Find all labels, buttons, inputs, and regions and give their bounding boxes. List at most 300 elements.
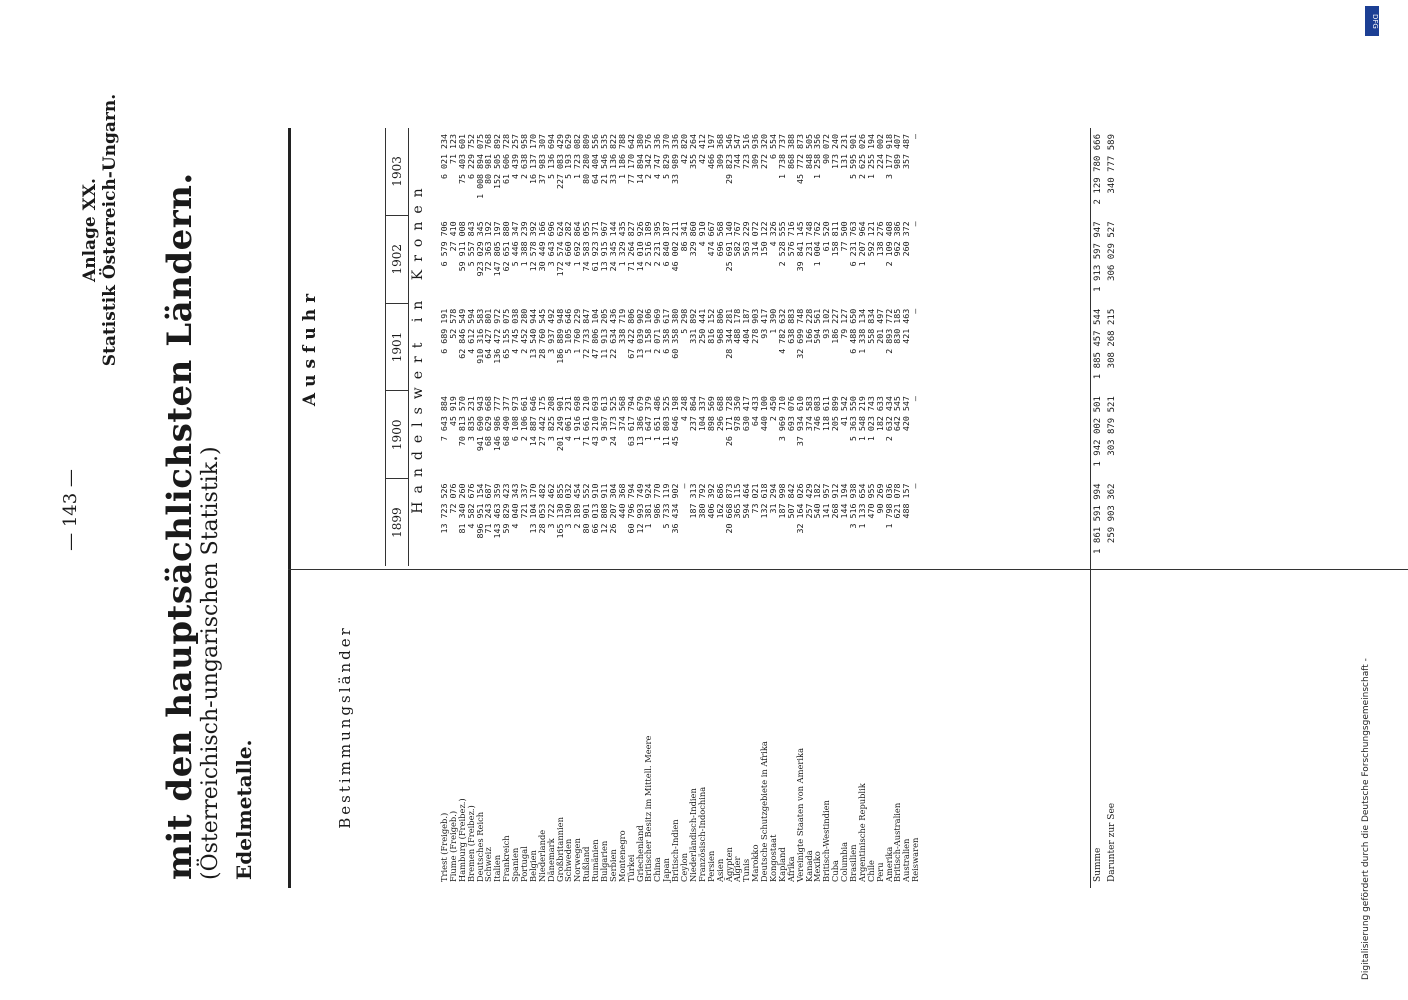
- value-cell: 182 633: [874, 396, 885, 432]
- value-cell: 272 320: [759, 133, 770, 169]
- value-cell: 638 883: [785, 308, 796, 344]
- value-cell: 3 835 231: [465, 396, 476, 442]
- dfg-logo: DFG: [1365, 6, 1379, 36]
- value-cell: 2 071 969: [652, 308, 663, 354]
- value-cell: 237 864: [687, 396, 698, 432]
- country-name: Rußland: [581, 846, 592, 882]
- country-name: Britisch-Westindien: [821, 800, 832, 882]
- value-cell: —: [910, 396, 921, 402]
- value-cell: 6 229 752: [465, 133, 476, 179]
- value-cell: 24 173 525: [607, 396, 618, 447]
- value-cell: 28 053 482: [536, 483, 547, 534]
- value-cell: 26 207 304: [607, 483, 618, 534]
- sea-total-label: Darunter zur See: [1107, 802, 1117, 882]
- value-cell: 558 834: [865, 308, 876, 344]
- value-cell: 186 889 948: [554, 308, 565, 364]
- value-cell: 59 911 008: [456, 221, 467, 272]
- value-cell: 7 643 884: [439, 396, 449, 442]
- value-cell: 63 617 794: [625, 396, 636, 447]
- country-name: Kongostaat: [767, 834, 778, 882]
- value-cell: 1 381 924: [643, 483, 654, 529]
- value-cell: 746 083: [812, 396, 823, 432]
- value-cell: 4 439 257: [510, 133, 521, 179]
- total-value-cell: 1 913 597 947: [1093, 221, 1103, 292]
- value-cell: 355 264: [687, 133, 698, 169]
- value-cell: 421 463: [901, 308, 912, 344]
- value-cell: 488 178: [732, 308, 743, 344]
- country-name: Niederländisch-Indien: [687, 788, 698, 882]
- value-cell: 721 337: [519, 483, 530, 519]
- digitization-note-text: Digitalisierung gefördert durch die Deutsche Forschungsgemeinschaft -: [1361, 658, 1371, 980]
- value-cell: 187 998: [776, 483, 787, 519]
- value-cell: 744 547: [732, 133, 743, 169]
- value-cell: 4 248: [679, 396, 690, 422]
- value-cell: 47 806 104: [590, 308, 601, 359]
- value-cell: 42 820: [679, 133, 690, 164]
- country-name: Britisch-Indien: [670, 819, 681, 882]
- value-cell: 474 667: [705, 221, 716, 257]
- value-cell: 77 500: [839, 221, 850, 252]
- value-cell: 104 337: [696, 396, 707, 432]
- value-cell: 33 136 822: [607, 133, 618, 184]
- value-cell: 201 497: [874, 308, 885, 344]
- value-cell: 3 177 918: [883, 133, 894, 179]
- value-cell: 1 255 194: [865, 133, 876, 179]
- value-cell: 32 699 748: [794, 308, 805, 359]
- country-name: Bulgarien: [599, 840, 610, 882]
- country-name: Britisch-Australien: [892, 802, 903, 882]
- country-name: Spanien: [510, 847, 521, 882]
- value-cell: 93 417: [759, 308, 770, 339]
- column-header-export: Ausfuhr: [300, 287, 320, 407]
- value-cell: 158 811: [830, 221, 841, 257]
- total-value-cell: 340 777 589: [1107, 133, 1117, 194]
- value-cell: 132 618: [759, 483, 770, 519]
- value-cell: 30 449 166: [536, 221, 547, 272]
- value-cell: 309 936: [750, 133, 761, 169]
- year-header: 1901: [386, 303, 408, 391]
- value-cell: 61 520: [821, 221, 832, 252]
- value-cell: 205 899: [830, 396, 841, 432]
- value-cell: 257 429: [803, 483, 814, 519]
- value-cell: 563 229: [741, 221, 752, 257]
- value-cell: 71 243 687: [483, 483, 494, 534]
- value-cell: 136 472 972: [492, 308, 503, 364]
- value-cell: 296 688: [714, 396, 725, 432]
- value-cell: 13 915 967: [599, 221, 610, 272]
- column-header-countries: Bestimmungsländer: [336, 625, 354, 829]
- table-body: [440, 128, 920, 888]
- value-cell: 5 595 901: [847, 133, 858, 179]
- value-cell: 1 548 219: [856, 396, 867, 442]
- total-label: Summe: [1093, 847, 1103, 882]
- value-cell: 278 903: [750, 308, 761, 344]
- total-value-cell: 306 029 527: [1107, 221, 1117, 281]
- country-name: Kanada: [803, 850, 814, 882]
- year-header: 1902: [386, 215, 408, 303]
- country-name: China: [652, 857, 663, 882]
- country-name: Mexiko: [812, 851, 823, 882]
- value-cell: 74 583 055: [581, 221, 592, 272]
- country-name: Tunis: [741, 858, 752, 882]
- value-cell: 1 023 743: [865, 396, 876, 442]
- value-cell: 374 568: [616, 396, 627, 432]
- value-cell: —: [910, 483, 921, 489]
- value-cell: 2 342 576: [643, 133, 654, 179]
- value-cell: 1 388 239: [519, 221, 530, 267]
- value-cell: 4 660 282: [563, 221, 574, 267]
- country-name: Dänemark: [545, 838, 556, 882]
- value-cell: 1 338 134: [856, 308, 867, 354]
- value-cell: 594 561: [812, 308, 823, 344]
- digitization-note: [1361, 20, 1377, 980]
- country-name: Kapland: [776, 847, 787, 882]
- value-cell: 5 298: [679, 308, 690, 334]
- value-cell: 71 264 827: [625, 221, 636, 272]
- value-cell: 592 121: [865, 221, 876, 257]
- value-cell: 260 372: [901, 221, 912, 257]
- value-cell: 33 989 336: [670, 133, 681, 184]
- country-name: Cuba: [830, 860, 841, 882]
- country-name: Serbien: [607, 849, 618, 882]
- value-cell: —: [679, 483, 690, 489]
- value-cell: 3 516 938: [847, 483, 858, 529]
- value-cell: 13 540 944: [527, 308, 538, 359]
- value-cell: 28 760 545: [536, 308, 547, 359]
- value-cell: 22 634 436: [607, 308, 618, 359]
- value-cell: 66 013 910: [590, 483, 601, 534]
- value-cell: 71 123: [447, 133, 458, 164]
- value-cell: 365 115: [732, 483, 743, 519]
- value-cell: 2 528 555: [776, 221, 787, 267]
- value-cell: 3 190 032: [563, 483, 574, 529]
- value-cell: 582 767: [732, 221, 743, 257]
- value-cell: 65 155 075: [501, 308, 512, 359]
- value-cell: 186 227: [830, 308, 841, 344]
- table-row: [902, 128, 911, 888]
- value-cell: 67 422 806: [625, 308, 636, 359]
- value-cell: 227 083 429: [554, 133, 565, 189]
- country-name: Italien: [492, 854, 503, 882]
- value-cell: 60 796 794: [625, 483, 636, 534]
- value-cell: 3 937 492: [545, 308, 556, 354]
- country-name: Reiswaren: [910, 837, 921, 882]
- value-cell: 2 452 280: [519, 308, 530, 354]
- value-cell: 24 345 144: [607, 221, 618, 272]
- year-header: 1899: [386, 478, 408, 566]
- country-name: Schweden: [563, 838, 574, 882]
- value-cell: 2 109 408: [883, 221, 894, 267]
- value-cell: 5 557 843: [465, 221, 476, 267]
- value-cell: 357 487: [901, 133, 912, 169]
- value-cell: 60 358 380: [670, 308, 681, 359]
- value-cell: 968 806: [714, 308, 725, 344]
- value-cell: 61 923 371: [590, 221, 601, 272]
- country-name: Ceylon: [679, 853, 690, 882]
- value-cell: 12 993 749: [634, 483, 645, 534]
- value-cell: 5 829 370: [661, 133, 672, 179]
- value-cell: 2 189 454: [572, 483, 583, 529]
- sea-total-row: [1105, 128, 1119, 888]
- value-cell: 1 738 737: [776, 133, 787, 179]
- value-cell: —: [910, 308, 921, 314]
- year-header-row: [385, 128, 409, 566]
- value-cell: 6 689 191: [439, 308, 449, 354]
- value-cell: 642 545: [892, 396, 903, 432]
- value-cell: 172 574 624: [554, 221, 565, 277]
- value-cell: 72 076: [447, 483, 458, 514]
- value-cell: 923 029 345: [474, 221, 485, 277]
- value-cell: 27 410: [447, 221, 458, 252]
- value-cell: 488 157: [901, 483, 912, 519]
- country-name: Belgien: [527, 850, 538, 882]
- value-cell: 440 368: [616, 483, 627, 519]
- value-cell: 13 104 170: [527, 483, 538, 534]
- country-name: Deutsche Schutzgebiete in Afrika: [759, 741, 770, 882]
- country-name: Hamburg (Freibez.): [456, 798, 467, 882]
- value-cell: 12 578 392: [527, 221, 538, 272]
- value-cell: 29 823 546: [723, 133, 734, 184]
- value-cell: 59 829 423: [501, 483, 512, 534]
- value-cell: 68 490 377: [501, 396, 512, 447]
- total-row: [1091, 128, 1105, 888]
- country-name: Portugal: [519, 846, 530, 882]
- value-cell: 331 892: [687, 308, 698, 344]
- value-cell: 250 441: [696, 308, 707, 344]
- total-value-cell: 308 268 215: [1107, 308, 1117, 369]
- country-name: Norwegen: [572, 838, 583, 882]
- value-cell: 62 651 880: [501, 221, 512, 272]
- value-cell: 79 127: [839, 308, 850, 339]
- country-name: Chile: [865, 860, 876, 882]
- value-cell: 61 606 728: [501, 133, 512, 184]
- country-name: Persien: [705, 850, 716, 882]
- total-value-cell: 1 861 591 994: [1093, 483, 1103, 554]
- country-name: Rumänien: [590, 839, 601, 882]
- value-cell: 576 716: [785, 221, 796, 257]
- value-cell: 75 403 601: [456, 133, 467, 184]
- country-name: Deutsches Reich: [474, 811, 485, 882]
- value-cell: 143 463 359: [492, 483, 503, 539]
- value-cell: 5 446 347: [510, 221, 521, 267]
- value-cell: 989 407: [892, 133, 903, 169]
- country-name: Brasilien: [847, 844, 858, 882]
- value-cell: 11 913 205: [599, 308, 610, 359]
- value-cell: 77 170 642: [625, 133, 636, 184]
- total-value-cell: 259 903 362: [1107, 483, 1117, 544]
- value-cell: 5 136 694: [545, 133, 556, 179]
- value-cell: 723 516: [741, 133, 752, 169]
- value-cell: 420 547: [901, 396, 912, 432]
- country-name: Triest (Freigeb.): [439, 812, 449, 882]
- value-cell: 28 344 281: [723, 308, 734, 359]
- country-name: Asien: [714, 858, 725, 882]
- value-cell: 27 442 175: [536, 396, 547, 447]
- value-cell: 90 072: [821, 133, 832, 164]
- value-cell: 12 808 911: [599, 483, 610, 534]
- value-cell: 93 102: [821, 308, 832, 339]
- value-cell: 42 412: [696, 133, 707, 164]
- country-name: Bremen (Freibez.): [465, 805, 476, 882]
- value-cell: 45 772 873: [794, 133, 805, 184]
- value-cell: 898 569: [705, 396, 716, 432]
- value-cell: 2 516 189: [643, 221, 654, 267]
- value-cell: 1 207 964: [856, 221, 867, 267]
- value-cell: —: [910, 221, 921, 227]
- value-cell: 150 122: [759, 221, 770, 257]
- value-cell: 329 860: [687, 221, 698, 257]
- value-cell: 152 505 892: [492, 133, 503, 189]
- value-cell: 173 240: [830, 133, 841, 169]
- value-cell: 165 130 855: [554, 483, 565, 539]
- value-cell: 1 158 106: [643, 308, 654, 354]
- value-cell: 118 611: [821, 396, 832, 432]
- value-cell: 4 747 336: [652, 133, 663, 179]
- value-cell: 45 919: [447, 396, 458, 427]
- value-cell: 4 745 038: [510, 308, 521, 354]
- value-cell: 1 008 894 075: [474, 133, 485, 199]
- value-cell: 3 722 462: [545, 483, 556, 529]
- value-cell: 314 072: [750, 221, 761, 257]
- country-name: Algier: [732, 856, 743, 882]
- value-cell: 4 910: [696, 221, 707, 247]
- value-cell: 68 629 668: [483, 396, 494, 447]
- value-cell: 43 210 693: [590, 396, 601, 447]
- value-cell: 37 934 610: [794, 396, 805, 447]
- value-cell: 816 152: [705, 308, 716, 344]
- value-cell: 4 040 343: [510, 483, 521, 529]
- value-cell: 4 582 676: [465, 483, 476, 529]
- value-cell: 86 341: [679, 221, 690, 252]
- total-value-cell: 303 879 521: [1107, 396, 1117, 456]
- value-cell: 81 340 260: [456, 483, 467, 534]
- value-cell: 138 276: [874, 221, 885, 257]
- country-name: Griechenland: [634, 825, 645, 882]
- value-cell: 3 643 696: [545, 221, 556, 267]
- value-cell: 470 955: [865, 483, 876, 519]
- value-cell: 5 105 646: [563, 308, 574, 354]
- value-cell: 5 363 550: [847, 396, 858, 442]
- value-cell: 166 228: [803, 308, 814, 344]
- country-name: Peru: [874, 862, 885, 882]
- value-cell: 1 133 654: [856, 483, 867, 529]
- value-cell: 1 760 229: [572, 308, 583, 354]
- value-cell: 986 770: [652, 483, 663, 519]
- value-cell: 9 367 613: [599, 396, 610, 442]
- value-cell: 2 638 958: [519, 133, 530, 179]
- value-cell: 868 388: [785, 133, 796, 169]
- value-cell: 39 841 145: [794, 221, 805, 272]
- table-row: [911, 128, 920, 888]
- appendix-heading: [80, 20, 120, 440]
- value-cell: 14 010 926: [634, 221, 645, 272]
- page-title: mit den hauptsächlichsten Ländern.: [160, 172, 200, 880]
- value-unit-header: Handelswert in Kronen: [410, 180, 426, 514]
- value-cell: 374 583: [803, 396, 814, 432]
- country-name: Columbia: [839, 841, 850, 882]
- value-cell: 6 358 617: [661, 308, 672, 354]
- value-cell: 144 194: [839, 483, 850, 519]
- value-cell: 1 651 486: [652, 396, 663, 442]
- value-cell: 1 004 762: [812, 221, 823, 267]
- value-cell: 80 901 552: [581, 483, 592, 534]
- value-cell: 37 983 307: [536, 133, 547, 184]
- value-cell: 6 554: [767, 133, 778, 159]
- value-cell: 187 313: [687, 483, 698, 519]
- country-name: Argentinische Republik: [856, 783, 867, 882]
- value-cell: 72 363 192: [483, 221, 494, 272]
- value-cell: 72 733 847: [581, 308, 592, 359]
- value-cell: 13 723 526: [439, 483, 449, 534]
- value-cell: 962 386: [892, 221, 903, 257]
- country-name: Montenegro: [616, 830, 627, 882]
- value-cell: 830 185: [892, 308, 903, 344]
- country-name: Britischer Besitz im Mittell. Meere: [643, 735, 654, 882]
- value-cell: 231 748: [803, 221, 814, 257]
- value-cell: 14 894 380: [634, 133, 645, 184]
- value-cell: 440 100: [759, 396, 770, 432]
- value-cell: 6 231 763: [847, 221, 858, 267]
- value-cell: 406 392: [705, 483, 716, 519]
- value-cell: 910 316 583: [474, 308, 485, 364]
- value-cell: 2 450: [767, 396, 778, 422]
- value-cell: 201 249 901: [554, 396, 565, 452]
- value-cell: 71 661 210: [581, 396, 592, 447]
- value-cell: 146 986 777: [492, 396, 503, 452]
- value-cell: 268 912: [830, 483, 841, 519]
- country-name: Türkei: [625, 854, 636, 882]
- value-cell: 3 825 208: [545, 396, 556, 442]
- value-cell: 848 505: [803, 133, 814, 169]
- value-cell: 4 061 231: [563, 396, 574, 442]
- value-cell: 6 108 973: [510, 396, 521, 442]
- value-cell: 73 021: [750, 483, 761, 514]
- value-cell: 26 171 728: [723, 396, 734, 447]
- value-cell: 36 434 902: [670, 483, 681, 534]
- year-header: 1903: [390, 156, 404, 187]
- value-cell: 46 002 211: [670, 221, 681, 272]
- country-name: Fiume (Freigeb.): [447, 810, 458, 882]
- value-cell: 1 723 082: [572, 133, 583, 179]
- section-heading: Edelmetalle.: [232, 739, 256, 880]
- value-cell: 1 692 864: [572, 221, 583, 267]
- value-cell: 2 632 434: [883, 396, 894, 442]
- value-cell: 52 578: [447, 308, 458, 339]
- value-cell: 2 231 395: [652, 221, 663, 267]
- value-cell: 11 803 525: [661, 396, 672, 447]
- value-cell: 1 390: [767, 308, 778, 334]
- value-cell: 3 969 710: [776, 396, 787, 442]
- country-name: Afrika: [785, 856, 796, 882]
- value-cell: 6 021 234: [439, 133, 449, 179]
- value-cell: 13 039 902: [634, 308, 645, 359]
- value-cell: 1 647 379: [643, 396, 654, 442]
- appendix-source: Statistik Österreich-Ungarn.: [100, 93, 120, 367]
- value-cell: 147 805 197: [492, 221, 503, 277]
- value-cell: —: [910, 133, 921, 139]
- value-cell: 693 076: [785, 396, 796, 432]
- value-cell: 941 690 943: [474, 396, 485, 452]
- country-name: Schweiz: [483, 847, 494, 882]
- value-cell: 2 893 772: [883, 308, 894, 354]
- page-number: — 143 —: [60, 469, 81, 551]
- table-totals: [1090, 128, 1119, 888]
- value-cell: 162 686: [714, 483, 725, 519]
- table-top-rule: [288, 128, 291, 888]
- value-cell: 6 579 706: [439, 221, 449, 267]
- country-name: Japan: [661, 858, 672, 882]
- value-cell: 594 464: [741, 483, 752, 519]
